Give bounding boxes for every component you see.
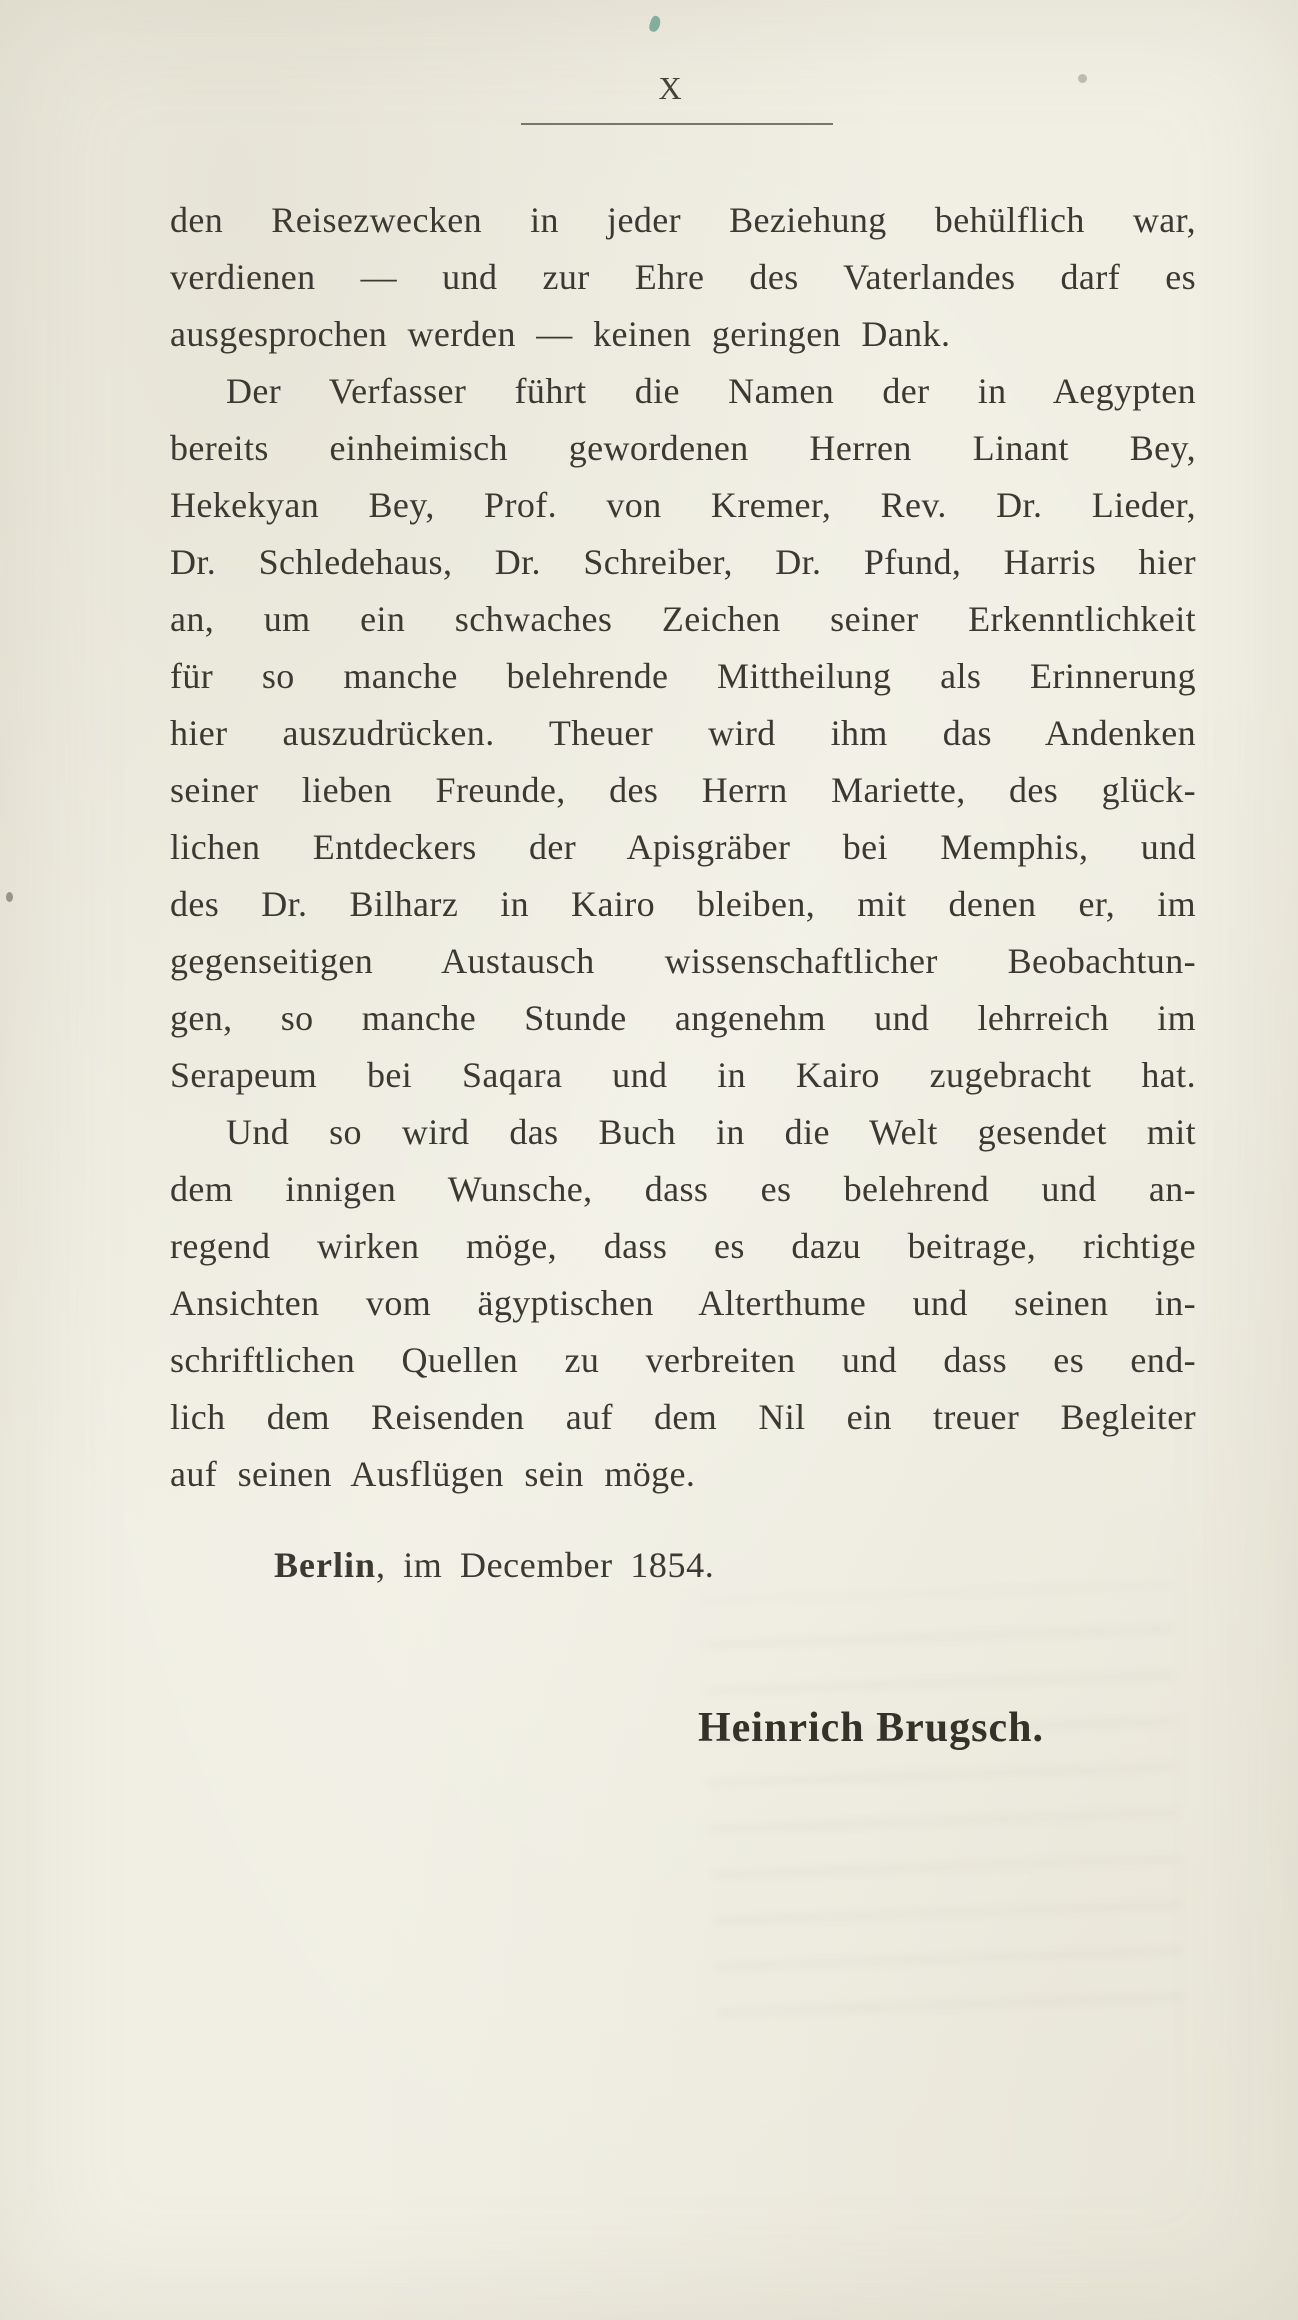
scan-artifact (6, 892, 13, 902)
text-line: gen, so manche Stunde angenehm und lehrreich im (170, 998, 1196, 1038)
scan-artifact (648, 15, 662, 33)
text-line: gegenseitigen Austausch wissenschaftlicher Beobachtun- (170, 941, 1196, 981)
text-line: ausgesprochen werden — keinen geringen Dank. (170, 314, 951, 354)
dateline-text: , im December 1854. (376, 1545, 715, 1585)
text-line: lichen Entdeckers der Apisgräber bei Memphis, und (170, 827, 1196, 867)
text-line: für so manche belehrende Mittheilung als Erinnerung (170, 656, 1196, 696)
paragraph (170, 1104, 1196, 1503)
paragraph (170, 363, 1196, 1104)
dateline-place: Berlin (274, 1545, 376, 1585)
text-line: seiner lieben Freunde, des Herrn Mariette, des glück- (170, 770, 1196, 810)
text-line: an, um ein schwaches Zeichen seiner Erkenntlichkeit (170, 599, 1196, 639)
text-line: den Reisezwecken in jeder Beziehung behülflich war, (170, 200, 1196, 240)
text-line: Dr. Schledehaus, Dr. Schreiber, Dr. Pfund, Harris hier (170, 542, 1196, 582)
text-line: lich dem Reisenden auf dem Nil ein treuer Begleiter (170, 1397, 1196, 1437)
header-rule (521, 123, 833, 125)
page-number: X (658, 70, 684, 106)
paragraph (170, 192, 1196, 363)
text-line: Der Verfasser führt die Namen der in Aegypten (226, 371, 1196, 411)
text-line: verdienen — und zur Ehre des Vaterlandes darf es (170, 257, 1196, 297)
text-block (170, 192, 1196, 1757)
scan-artifact (1078, 74, 1087, 83)
text-line: Serapeum bei Saqara und in Kairo zugebracht hat. (170, 1055, 1196, 1095)
text-line: Hekekyan Bey, Prof. von Kremer, Rev. Dr. Lieder, (170, 485, 1196, 525)
signature: Heinrich Brugsch. (697, 1705, 1044, 1751)
text-line: dem innigen Wunsche, dass es belehrend und an- (170, 1169, 1196, 1209)
text-line: des Dr. Bilharz in Kairo bleiben, mit denen er, im (170, 884, 1196, 924)
text-line: schriftlichen Quellen zu verbreiten und dass es end- (170, 1340, 1196, 1380)
text-line: bereits einheimisch gewordenen Herren Linant Bey, (170, 428, 1196, 468)
text-line: Und so wird das Buch in die Welt gesendet mit (226, 1112, 1196, 1152)
text-line: Ansichten vom ägyptischen Alterthume und seinen in- (170, 1283, 1196, 1323)
page-header (0, 70, 1298, 125)
text-line: hier auszudrücken. Theuer wird ihm das Andenken (170, 713, 1196, 753)
text-line: auf seinen Ausflügen sein möge. (170, 1454, 696, 1494)
dateline (170, 1537, 1196, 1594)
text-line: regend wirken möge, dass es dazu beitrage, richtige (170, 1226, 1196, 1266)
